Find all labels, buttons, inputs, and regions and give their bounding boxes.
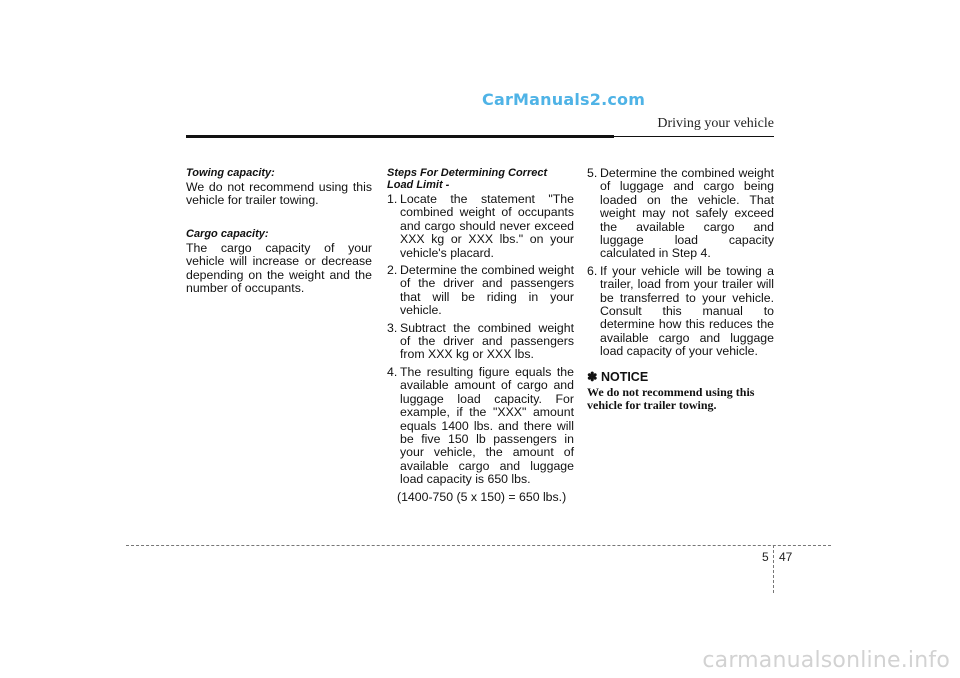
watermark-bottom-logo: carmanualsonline.info	[702, 648, 950, 673]
load-calculation-formula: (1400-750 (5 x 150) = 650 lbs.)	[397, 489, 567, 504]
column-right	[587, 167, 774, 412]
load-limit-steps-list-continued	[587, 167, 774, 359]
watermark-top-logo: CarManuals2.com	[482, 90, 646, 109]
notice-text: We do not recommend using this vehicle for trailer towing.	[587, 385, 755, 413]
step-text: Locate the statement "The combined weight of occupants and cargo should never exceed XXX kg or XXX lbs." on your vehicle's placard.	[400, 192, 574, 260]
column-middle	[387, 167, 574, 504]
towing-capacity-text: We do not recommend using this vehicle for trailer towing.	[186, 180, 372, 208]
step-number: 1.	[387, 192, 398, 206]
step-text: Subtract the combined weight of the driver and passengers from XXX kg or XXX lbs.	[400, 320, 574, 362]
step-number: 5.	[587, 166, 598, 180]
page-number: 47	[779, 550, 793, 564]
step-number: 2.	[387, 263, 398, 278]
step-text: The resulting figure equals the available amount of cargo and luggage load capacity. For example, if the "XXX" amount equals 1400 lbs. and there will be five 150 lb passengers in your vehicle, the amount of available cargo and luggage load capacity is 650 lbs.	[400, 364, 574, 487]
header-rule-thin	[614, 136, 774, 137]
list-item	[587, 167, 774, 261]
notice-heading: ✽ NOTICE	[587, 369, 649, 384]
load-limit-steps-list	[387, 193, 574, 487]
towing-capacity-heading: Towing capacity:	[186, 167, 275, 179]
column-left	[186, 167, 372, 315]
step-text: If your vehicle will be towing a trailer, load from your trailer will be transferred to your vehicle. Consult this manual to determine how this reduces the available cargo and luggage load capacity of your vehicle.	[600, 263, 774, 359]
page-section-title: Driving your vehicle	[657, 116, 774, 131]
section-number: 5	[762, 550, 769, 564]
list-item	[587, 265, 774, 359]
step-number: 6.	[587, 263, 598, 278]
step-number: 4.	[387, 364, 398, 379]
cargo-capacity-heading: Cargo capacity:	[186, 227, 269, 240]
footer-vertical-rule	[773, 545, 774, 593]
load-limit-steps-heading: Steps For Determining Correct Load Limit -	[387, 167, 548, 191]
list-item	[387, 264, 574, 318]
step-number: 3.	[387, 320, 398, 335]
step-text: Determine the combined weight of luggage and cargo being loaded on the vehicle. That weight may not safely exceed the available cargo and luggage load capacity calculated in Step 4.	[600, 166, 774, 261]
header-rule	[186, 135, 614, 138]
step-text: Determine the combined weight of the driver and passengers that will be riding in your vehicle.	[400, 263, 574, 318]
footer-rule	[126, 545, 831, 546]
cargo-capacity-text: The cargo capacity of your vehicle will increase or decrease depending on the weight and the number of occupants.	[186, 240, 372, 296]
list-item	[387, 193, 574, 260]
list-item	[387, 366, 574, 487]
list-item	[387, 322, 574, 362]
